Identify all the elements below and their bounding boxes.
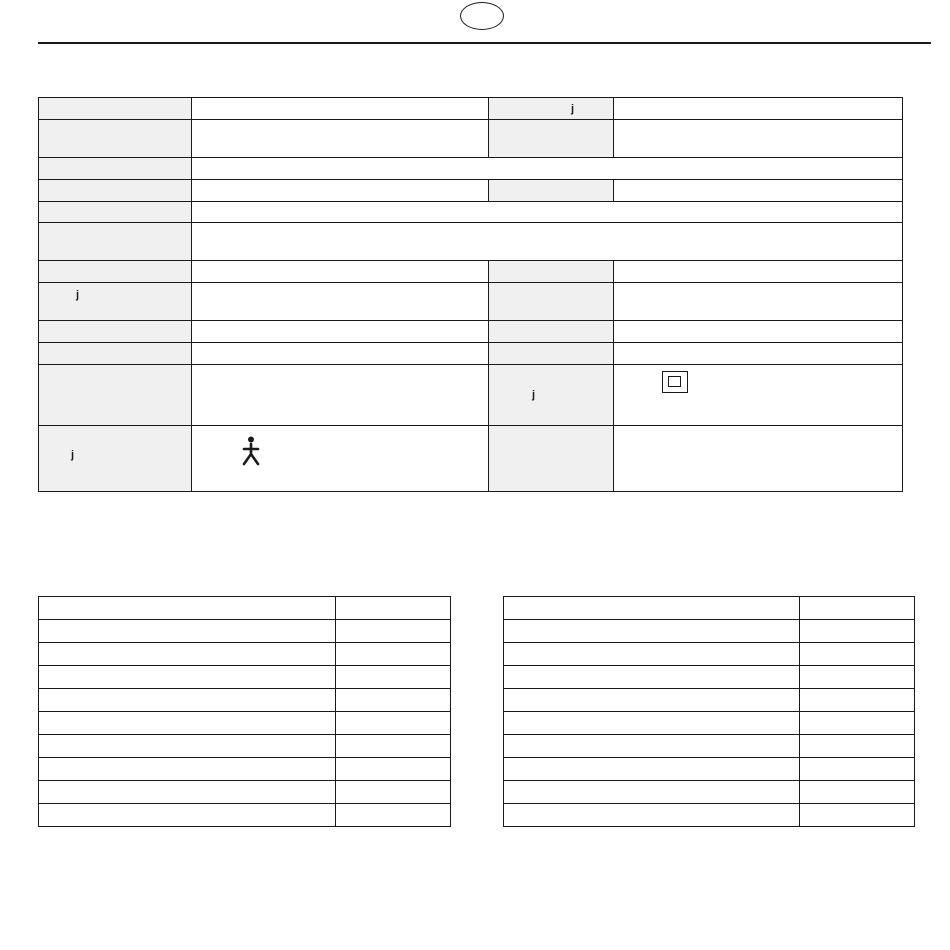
- table-row: [39, 120, 903, 158]
- value-cell: [192, 343, 489, 365]
- value-cell: [336, 597, 451, 620]
- label-cell: [39, 426, 192, 492]
- value-cell: [614, 321, 903, 343]
- label-cell: [489, 321, 614, 343]
- label-cell: [39, 180, 192, 202]
- value-cell: [336, 643, 451, 666]
- value-cell: [800, 597, 915, 620]
- table-row: [504, 689, 915, 712]
- value-cell: [192, 321, 489, 343]
- item-cell: [504, 643, 800, 666]
- table-row: [39, 283, 903, 321]
- value-cell: [192, 283, 489, 321]
- value-cell: [800, 804, 915, 827]
- table-row: [39, 735, 451, 758]
- item-cell: [39, 666, 336, 689]
- value-cell: [336, 620, 451, 643]
- left-list-table: [38, 596, 451, 827]
- person-icon: [240, 436, 262, 466]
- value-cell: [192, 365, 489, 426]
- value-cell: [192, 98, 489, 120]
- right-list-table: [503, 596, 915, 827]
- label-cell: [39, 261, 192, 283]
- item-cell: [504, 712, 800, 735]
- label-cell: [39, 321, 192, 343]
- value-cell: [614, 180, 903, 202]
- table-row: [39, 620, 451, 643]
- value-cell: [336, 689, 451, 712]
- label-cell: [489, 98, 614, 120]
- item-cell: [39, 712, 336, 735]
- table-row: [39, 261, 903, 283]
- table-row: [39, 223, 903, 261]
- value-cell: [336, 781, 451, 804]
- table-row: [39, 180, 903, 202]
- label-mark: j: [532, 389, 536, 401]
- label-cell: [489, 365, 614, 426]
- double-square-icon: [662, 371, 688, 393]
- value-cell: [192, 158, 903, 180]
- table-row: [39, 321, 903, 343]
- table-row: [504, 781, 915, 804]
- table-row: [39, 365, 903, 426]
- item-cell: [504, 781, 800, 804]
- value-cell: [614, 283, 903, 321]
- item-cell: [39, 758, 336, 781]
- table-row: [39, 426, 903, 492]
- label-mark: j: [71, 448, 75, 461]
- item-cell: [39, 735, 336, 758]
- value-cell: [800, 620, 915, 643]
- table-row: [504, 712, 915, 735]
- item-cell: [39, 781, 336, 804]
- value-cell: [192, 202, 903, 223]
- value-cell: [800, 758, 915, 781]
- table-row: [39, 343, 903, 365]
- value-cell: [192, 120, 489, 158]
- value-cell: [800, 735, 915, 758]
- value-cell: [614, 426, 903, 492]
- value-cell: [800, 643, 915, 666]
- item-cell: [39, 804, 336, 827]
- country-code-oval: [460, 2, 504, 30]
- item-cell: [504, 597, 800, 620]
- table-row: [504, 620, 915, 643]
- table-row: [504, 666, 915, 689]
- header-rule: [38, 42, 931, 44]
- item-cell: [504, 689, 800, 712]
- table-row: [504, 597, 915, 620]
- table-row: [39, 804, 451, 827]
- table-row: [39, 712, 451, 735]
- label-cell: [39, 98, 192, 120]
- item-cell: [504, 735, 800, 758]
- value-cell: [192, 426, 489, 492]
- item-cell: [39, 643, 336, 666]
- label-cell: [39, 158, 192, 180]
- value-cell: [614, 120, 903, 158]
- specifications-table: [38, 97, 903, 492]
- value-cell: [800, 689, 915, 712]
- value-cell: [614, 343, 903, 365]
- table-row: [39, 597, 451, 620]
- table-row: [39, 781, 451, 804]
- table-row: [39, 202, 903, 223]
- label-cell: [39, 283, 192, 321]
- value-cell: [800, 781, 915, 804]
- label-cell: [489, 261, 614, 283]
- table-row: [504, 735, 915, 758]
- value-cell: [192, 261, 489, 283]
- value-cell: [336, 666, 451, 689]
- table-row: [39, 158, 903, 180]
- item-cell: [504, 758, 800, 781]
- table-row: [504, 643, 915, 666]
- label-mark: j: [571, 102, 575, 115]
- label-cell: [39, 223, 192, 261]
- table-row: [39, 666, 451, 689]
- label-cell: [39, 202, 192, 223]
- label-cell: [39, 365, 192, 426]
- value-cell: [614, 365, 903, 426]
- label-mark: j: [76, 289, 80, 301]
- label-cell: [39, 120, 192, 158]
- value-cell: [800, 712, 915, 735]
- table-row: [504, 758, 915, 781]
- value-cell: [336, 804, 451, 827]
- table-row: [39, 643, 451, 666]
- label-cell: [489, 343, 614, 365]
- item-cell: [504, 666, 800, 689]
- item-cell: [504, 620, 800, 643]
- table-row: [504, 804, 915, 827]
- label-cell: [39, 343, 192, 365]
- label-cell: [489, 120, 614, 158]
- value-cell: [614, 261, 903, 283]
- item-cell: [39, 689, 336, 712]
- value-cell: [192, 180, 489, 202]
- value-cell: [336, 735, 451, 758]
- table-row: [39, 758, 451, 781]
- item-cell: [39, 620, 336, 643]
- table-row: [39, 689, 451, 712]
- label-cell: [489, 283, 614, 321]
- item-cell: [504, 804, 800, 827]
- value-cell: [336, 712, 451, 735]
- item-cell: [39, 597, 336, 620]
- table-row: [39, 98, 903, 120]
- value-cell: [192, 223, 903, 261]
- value-cell: [800, 666, 915, 689]
- value-cell: [336, 758, 451, 781]
- label-cell: [489, 426, 614, 492]
- label-cell: [489, 180, 614, 202]
- value-cell: [614, 98, 903, 120]
